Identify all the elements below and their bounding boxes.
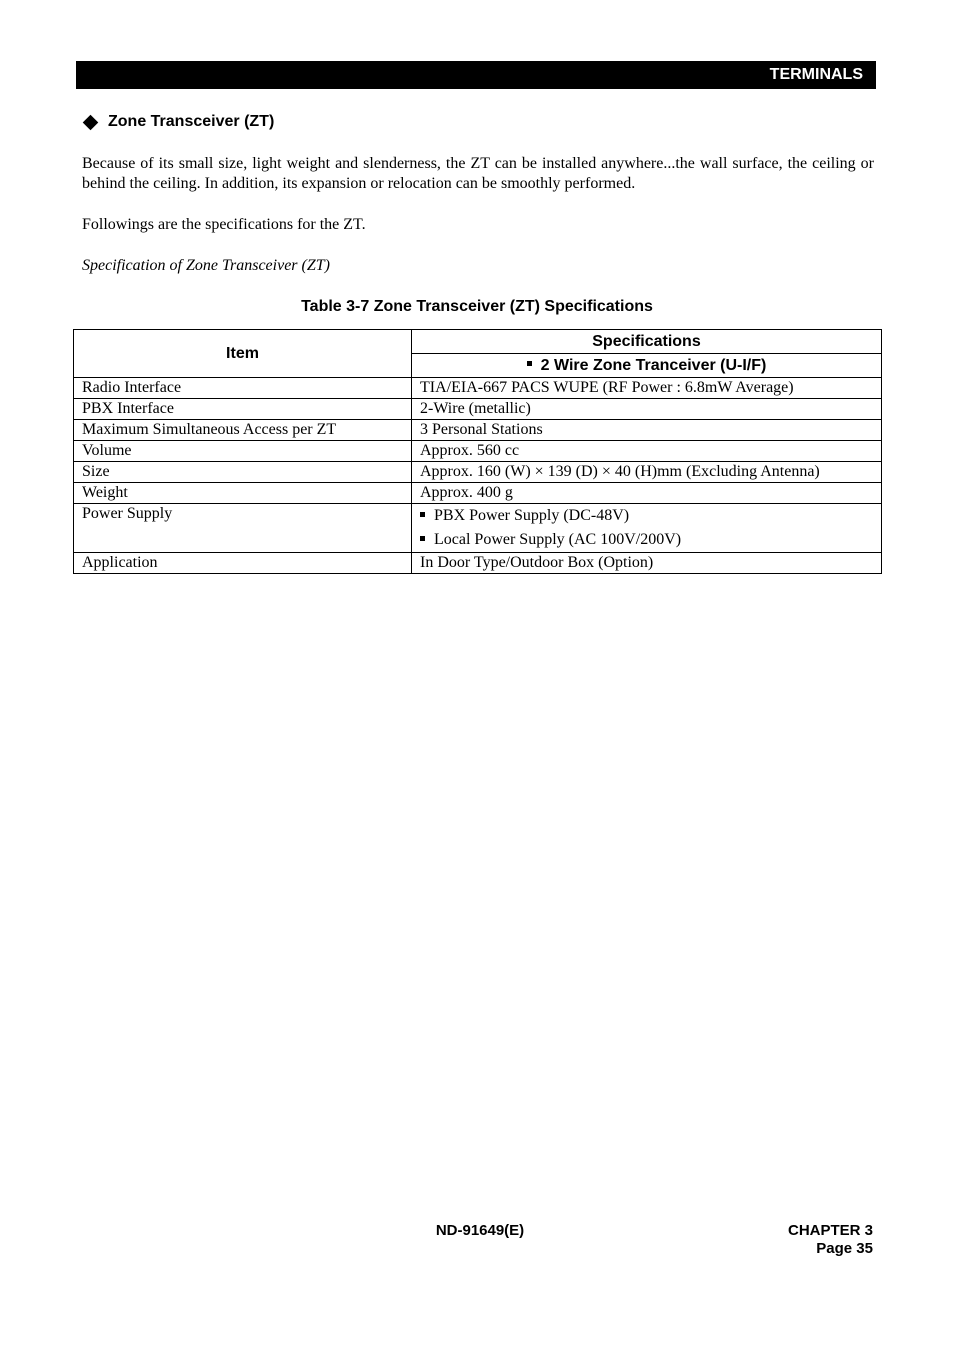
diamond-bullet-icon	[83, 114, 99, 130]
table-row	[74, 420, 882, 441]
list-item: PBX Power Supply (DC-48V)	[420, 504, 873, 528]
spec-cell: In Door Type/Outdoor Box (Option)	[412, 553, 882, 574]
square-bullet-icon	[527, 361, 532, 366]
square-bullet-icon	[420, 536, 425, 541]
list-item: Local Power Supply (AC 100V/200V)	[420, 528, 873, 552]
spec-cell: Approx. 560 cc	[412, 441, 882, 462]
table-row	[74, 504, 882, 553]
spec-cell: 2-Wire (metallic)	[412, 399, 882, 420]
item-cell: Radio Interface	[74, 378, 412, 399]
table-caption: Table 3-7 Zone Transceiver (ZT) Specifications	[301, 298, 653, 315]
item-cell: Weight	[74, 483, 412, 504]
item-cell: Application	[74, 553, 412, 574]
table-row	[74, 483, 882, 504]
column-subheader-label: 2 Wire Zone Tranceiver (U-I/F)	[540, 357, 767, 374]
section-banner	[76, 61, 876, 89]
column-header-specifications: Specifications	[412, 330, 882, 354]
footer-page: Page 35	[816, 1240, 873, 1257]
item-cell: Maximum Simultaneous Access per ZT	[74, 420, 412, 441]
banner-title: TERMINALS	[769, 66, 863, 83]
item-cell: Size	[74, 462, 412, 483]
footer-chapter: CHAPTER 3	[787, 1222, 873, 1239]
spec-cell: Approx. 160 (W) × 139 (D) × 40 (H)mm (Excluding Antenna)	[412, 462, 882, 483]
column-subheader	[412, 354, 882, 378]
spec-cell: Approx. 400 g	[412, 483, 882, 504]
followings-paragraph: Followings are the specifications for the ZT.	[82, 216, 366, 233]
spec-cell	[412, 504, 882, 553]
section-title: Zone Transceiver (ZT)	[108, 113, 275, 130]
spec-subheading: Specification of Zone Transceiver (ZT)	[82, 257, 330, 274]
table-row	[74, 399, 882, 420]
intro-paragraph: Because of its small size, light weight and slenderness, the ZT can be installed anywhere...the wall surface, the ceiling or behind the ceiling. In addition, its expansion or relocation can be smoothly performed.	[82, 155, 874, 192]
item-cell: PBX Interface	[74, 399, 412, 420]
table-row	[74, 462, 882, 483]
item-cell: Power Supply	[74, 504, 412, 553]
square-bullet-icon	[420, 512, 425, 517]
table-row	[74, 553, 882, 574]
footer-doc-number: ND-91649(E)	[435, 1222, 525, 1239]
item-cell: Volume	[74, 441, 412, 462]
section-heading	[82, 113, 274, 131]
spec-cell: 3 Personal Stations	[412, 420, 882, 441]
footer-page-info	[788, 1222, 873, 1258]
table-row	[74, 378, 882, 399]
spec-table	[73, 329, 882, 574]
spec-cell: TIA/EIA-667 PACS WUPE (RF Power : 6.8mW Average)	[412, 378, 882, 399]
table-row	[74, 441, 882, 462]
column-header-item: Item	[74, 330, 412, 378]
